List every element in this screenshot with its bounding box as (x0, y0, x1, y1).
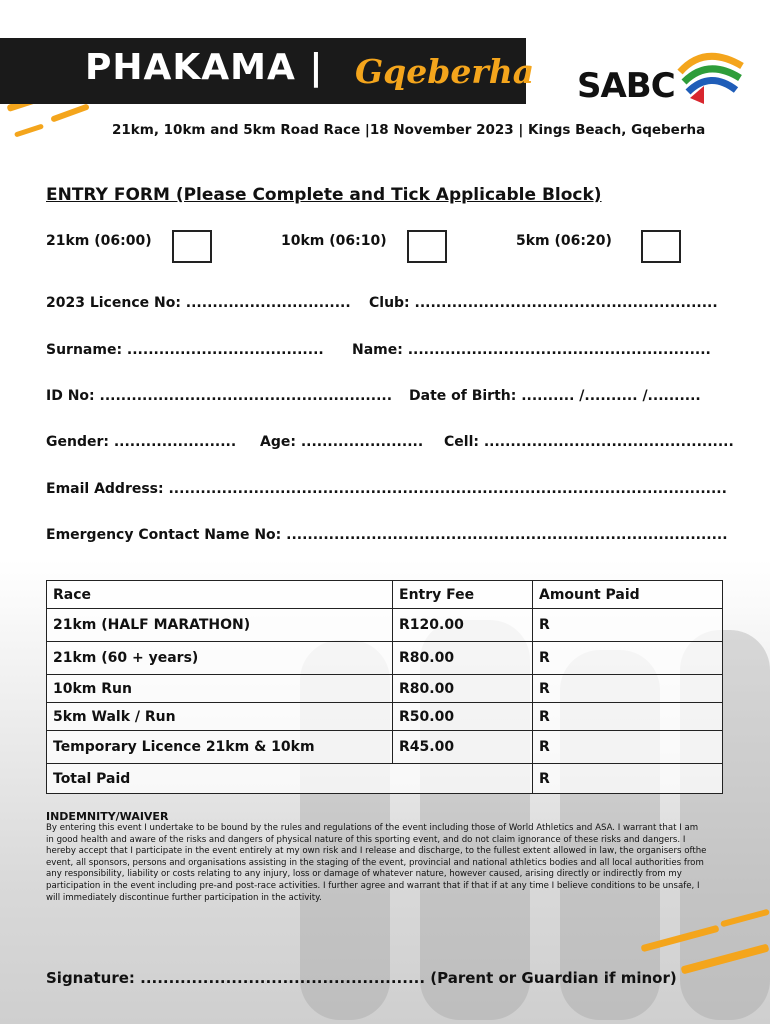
waiver-title: INDEMNITY/WAIVER (46, 810, 169, 823)
table-total-row (47, 764, 723, 794)
table-header-fee: Entry Fee (393, 581, 533, 609)
total-paid-label: Total Paid (47, 764, 533, 794)
brush-stroke (50, 103, 90, 122)
table-row (47, 609, 723, 642)
table-header-race: Race (47, 581, 393, 609)
table-row (47, 675, 723, 703)
amount-paid-cell[interactable]: R (533, 642, 723, 675)
race-name: 5km Walk / Run (47, 703, 393, 731)
race-option-10km-checkbox[interactable] (407, 230, 447, 263)
id-number-field[interactable]: ID No: ....................................................... (46, 388, 393, 404)
race-name: 10km Run (47, 675, 393, 703)
licence-field[interactable]: 2023 Licence No: ............................... (46, 295, 351, 311)
emergency-contact-field[interactable]: Emergency Contact Name No: ................................................................................... (46, 527, 728, 543)
total-paid-cell[interactable]: R (533, 764, 723, 794)
date-of-birth-field[interactable]: Date of Birth: .......... /.......... /.......... (409, 388, 701, 404)
table-row (47, 642, 723, 675)
race-option-5km-checkbox[interactable] (641, 230, 681, 263)
table-header-amount: Amount Paid (533, 581, 723, 609)
table-row (47, 731, 723, 764)
sabc-logo-text: SABC (577, 66, 675, 106)
race-option-21km-label: 21km (06:00) (46, 233, 152, 249)
entry-fee: R80.00 (393, 642, 533, 675)
amount-paid-cell[interactable]: R (533, 675, 723, 703)
club-field[interactable]: Club: ......................................................... (369, 295, 718, 311)
signature-field[interactable]: Signature: .................................................. (Parent or Guardian if minor) (46, 969, 677, 987)
event-title: PHAKAMA | (85, 47, 324, 88)
age-field[interactable]: Age: ....................... (260, 434, 424, 450)
event-city: Gqeberha (355, 52, 535, 91)
event-subtitle: 21km, 10km and 5km Road Race |18 November 2023 | Kings Beach, Gqeberha (112, 122, 706, 138)
amount-paid-cell[interactable]: R (533, 731, 723, 764)
name-field[interactable]: Name: ......................................................... (352, 342, 711, 358)
entry-fee: R80.00 (393, 675, 533, 703)
gender-field[interactable]: Gender: ....................... (46, 434, 237, 450)
race-name: 21km (HALF MARATHON) (47, 609, 393, 642)
race-option-10km-label: 10km (06:10) (281, 233, 387, 249)
race-option-21km-checkbox[interactable] (172, 230, 212, 263)
sabc-logo-icon (660, 38, 750, 108)
amount-paid-cell[interactable]: R (533, 703, 723, 731)
waiver-text: By entering this event I undertake to be bound by the rules and regulations of the event including those of World Athletics and ASA. I warrant that I am in good health and aware of the risks and dangers of physical nature of this sporting event, and do not claim ignorance of these risks and dangers. I hereby accept that I participate in the event entirely at my own risk and I release and discharge, to the fullest extent allowed in law, the organisers ofthe event, all sponsors, persons and organisations assisting in the staging of the event, provincial and national athletics bodies and all local authorities from any responsibility, liability or costs relating to any injury, loss or damage of whatever nature, however caused, arising directly or indirectly from my participation in the event including pre-and post-race activities. I further agree and warrant that if that if at any time I believe conditions to be unsafe, I will immediately discontinue further participation in the activity. (46, 823, 707, 903)
entry-fee: R120.00 (393, 609, 533, 642)
brush-stroke (14, 123, 44, 137)
amount-paid-cell[interactable]: R (533, 609, 723, 642)
cell-field[interactable]: Cell: ............................................... (444, 434, 734, 450)
race-option-5km-label: 5km (06:20) (516, 233, 612, 249)
race-name: 21km (60 + years) (47, 642, 393, 675)
surname-field[interactable]: Surname: ..................................... (46, 342, 324, 358)
table-row (47, 703, 723, 731)
table-header-row (47, 581, 723, 609)
fees-table (46, 580, 723, 794)
email-field[interactable]: Email Address: ......................................................................................................... (46, 481, 727, 497)
entry-fee: R50.00 (393, 703, 533, 731)
form-title: ENTRY FORM (Please Complete and Tick Applicable Block) (46, 185, 602, 205)
race-name: Temporary Licence 21km & 10km (47, 731, 393, 764)
entry-fee: R45.00 (393, 731, 533, 764)
